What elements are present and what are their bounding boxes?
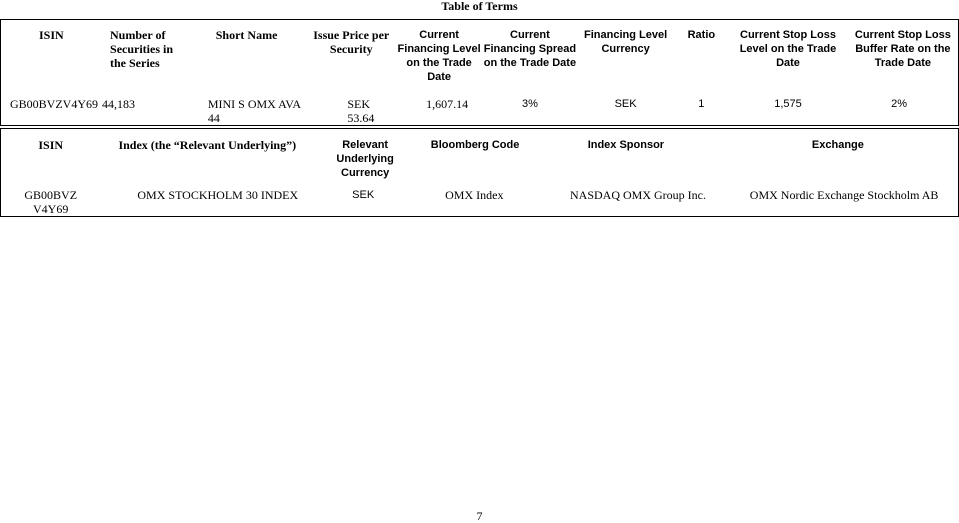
cell-number: 44,183 [102, 97, 136, 111]
cell-underlying-currency: SEK [352, 189, 375, 201]
cell-stop-loss-buffer: 2% [891, 98, 907, 110]
header-financing-currency: Financing Level Currency [584, 29, 668, 55]
cell-short-name: MINI S OMX AVA 44 [207, 97, 301, 125]
cell-index: OMX STOCKHOLM 30 INDEX [137, 188, 299, 202]
terms-header-row [1, 20, 959, 95]
cell-isin: GB00BVZV4Y69 [24, 188, 78, 216]
cell-issue-price: SEK 53.64 [347, 97, 375, 125]
cell-isin: GB00BVZV4Y69 [10, 97, 99, 111]
header-stop-loss-buffer: Current Stop Loss Buffer Rate on the Trade Date [854, 29, 951, 69]
header-financing-spread: Current Financing Spread on the Trade Date [483, 29, 577, 69]
cell-bloomberg-code: OMX Index [445, 188, 504, 202]
header-isin: ISIN [38, 138, 64, 152]
header-number-of-securities: Number of Securities in the Series [110, 28, 174, 70]
cell-stop-loss-level: 1,575 [774, 98, 802, 110]
cell-index-sponsor: NASDAQ OMX Group Inc. [570, 188, 706, 202]
cell-ratio: 1 [698, 98, 705, 110]
header-issue-price: Issue Price per Security [313, 28, 390, 56]
header-isin: ISIN [39, 28, 64, 42]
header-exchange: Exchange [811, 139, 864, 151]
page-number: 7 [476, 509, 483, 523]
header-bloomberg-code: Bloomberg Code [430, 139, 520, 151]
header-index: Index (the “Relevant Underlying”) [118, 138, 297, 152]
cell-currency: SEK [614, 98, 637, 110]
cell-financing-spread: 3% [521, 98, 538, 110]
header-index-sponsor: Index Sponsor [587, 139, 665, 151]
cell-financing-level: 1,607.14 [426, 97, 469, 111]
index-header-row [1, 129, 959, 184]
cell-exchange: OMX Nordic Exchange Stockholm AB [749, 188, 939, 202]
header-ratio: Ratio [687, 29, 716, 41]
table-row [1, 94, 959, 126]
header-financing-level: Current Financing Level on the Trade Date [397, 29, 481, 83]
index-table [0, 128, 959, 217]
page-title: Table of Terms [441, 0, 518, 13]
header-underlying-currency: Relevant Underlying Currency [336, 139, 394, 179]
header-short-name: Short Name [215, 28, 278, 42]
terms-table [0, 19, 959, 126]
header-stop-loss-level: Current Stop Loss Level on the Trade Date [739, 29, 837, 69]
table-row [1, 183, 959, 217]
